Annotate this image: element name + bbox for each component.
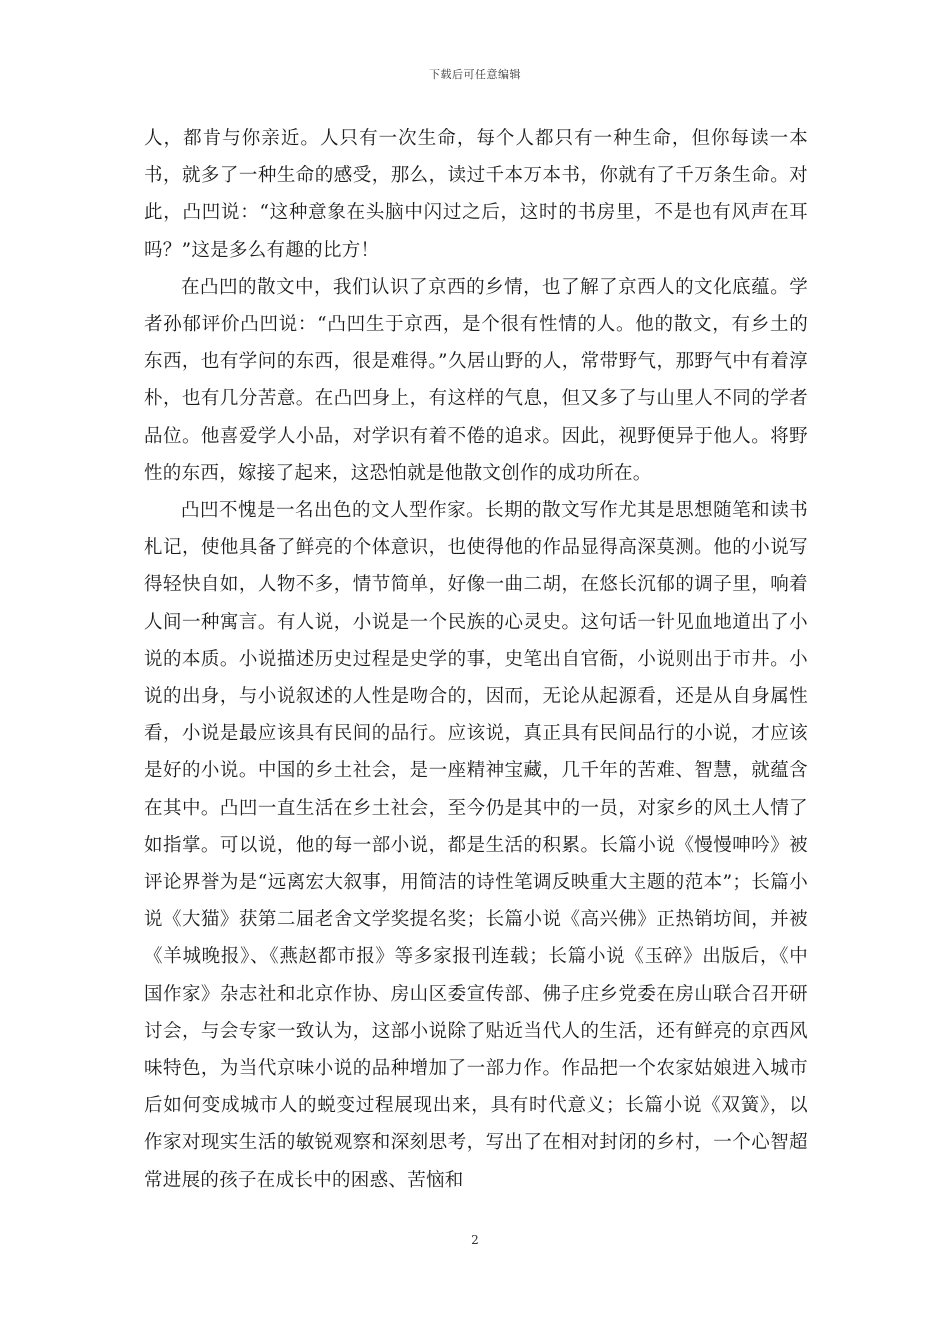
- paragraph-1: 人，都肯与你亲近。人只有一次生命，每个人都只有一种生命，但你每读一本书，就多了一种生命的感受，那么，读过千本万本书，你就有了千万条生命。对此，凸凹说：“这种意象在头脑中闪过之后，这时的书房里，不是也有风声在耳吗？”这是多么有趣的比方！: [144, 128, 808, 261]
- paragraph-3: 凸凹不愧是一名出色的文人型作家。长期的散文写作尤其是思想随笔和读书札记，使他具备了鲜亮的个体意识，也使得他的作品显得高深莫测。他的小说写得轻快自如，人物不多，情节简单，好像一曲二胡，在悠长沉郁的调子里，响着人间一种寓言。有人说，小说是一个民族的心灵史。这句话一针见血地道出了小说的本质。小说描述历史过程是史学的事，史笔出自官衙，小说则出于市井。小说的出身，与小说叙述的人性是吻合的，因而，无论从起源看，还是从自身属性看，小说是最应该具有民间的品行。应该说，真正具有民间品行的小说，才应该是好的小说。中国的乡土社会，是一座精神宝藏，几千年的苦难、智慧，就蕴含在其中。凸凹一直生活在乡土社会，至今仍是其中的一员，对家乡的风土人情了如指掌。可以说，他的每一部小说，都是生活的积累。长篇小说《慢慢呻吟》被评论界誉为是“远离宏大叙事，用简洁的诗性笔调反映重大主题的范本”；长篇小说《大猫》获第二届老舍文学奖提名奖；长篇小说《高兴佛》正热销坊间，并被《羊城晚报》、《燕赵都市报》等多家报刊连载；长篇小说《玉碎》出版后，《中国作家》杂志社和北京作协、房山区委宣传部、佛子庄乡党委在房山联合召开研讨会，与会专家一致认为，这部小说除了贴近当代人的生活，还有鲜亮的京西风味特色，为当代京味小说的品种增加了一部力作。作品把一个农家姑娘进入城市后如何变成城市人的蜕变过程展现出来，具有时代意义；长篇小说《双簧》，以作家对现实生活的敏锐观察和深刻思考，写出了在相对封闭的乡村，一个心智超常进展的孩子在成长中的困惑、苦恼和: [144, 500, 808, 1191]
- document-body: [144, 120, 808, 1199]
- page-number: 2: [471, 1233, 479, 1247]
- page-header: 下载后可任意编辑: [429, 68, 521, 81]
- paragraph-2: 在凸凹的散文中，我们认识了京西的乡情，也了解了京西人的文化底蕴。学者孙郁评价凸凹说：“凸凹生于京西，是个很有性情的人。他的散文，有乡土的东西，也有学问的东西，很是难得。”久居山野的人，常带野气，那野气中有着淳朴，也有几分苦意。在凸凹身上，有这样的气息，但又多了与山里人不同的学者品位。他喜爱学人小品，对学识有着不倦的追求。因此，视野便异于他人。将野性的东西，嫁接了起来，这恐怕就是他散文创作的成功所在。: [144, 276, 808, 484]
